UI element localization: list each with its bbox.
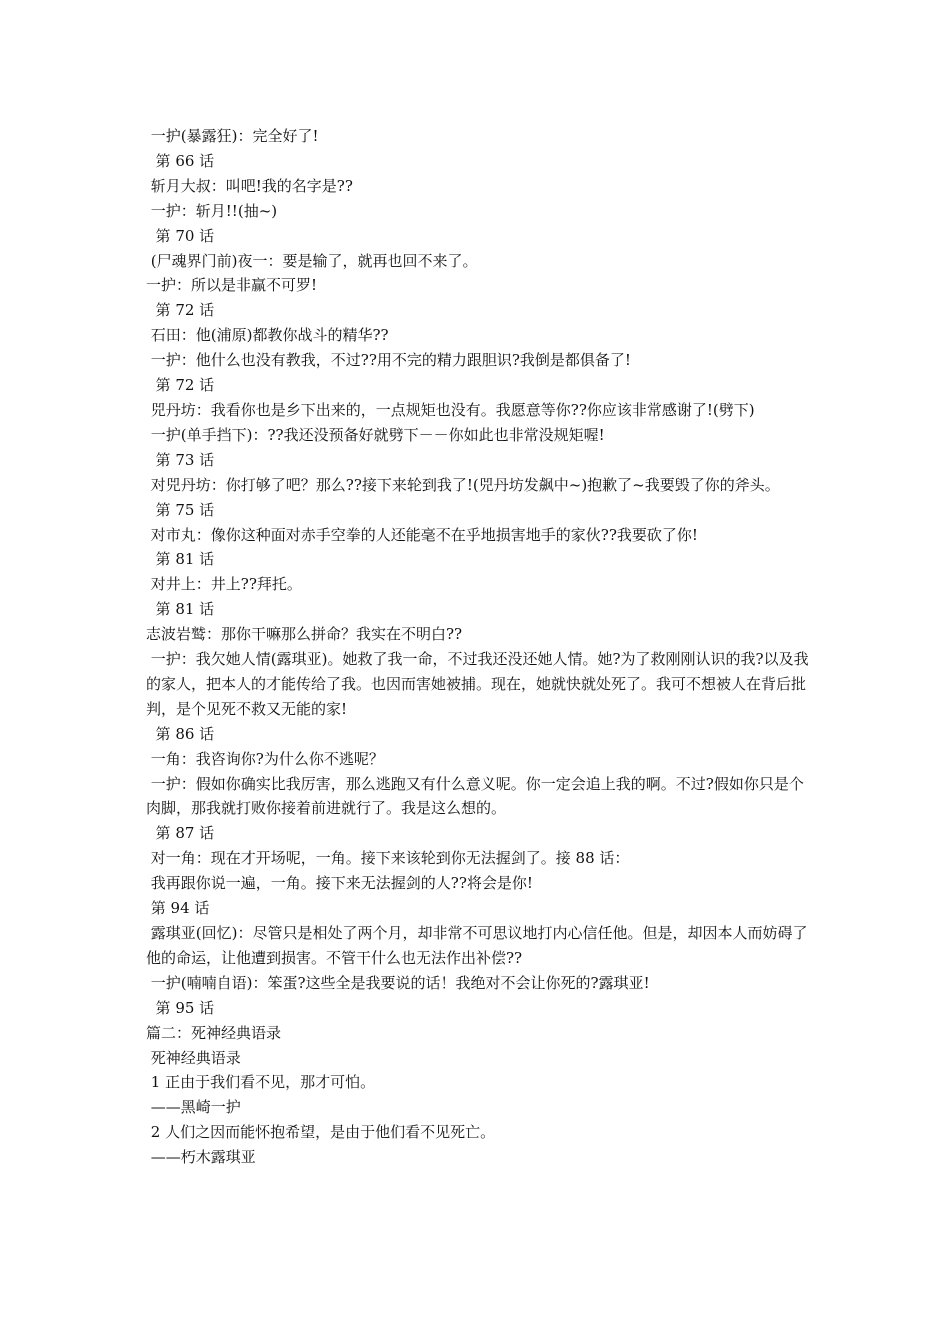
episode-heading: 第 95 话 <box>146 998 215 1017</box>
episode-heading: 第 73 话 <box>146 450 215 469</box>
text-line: 对市丸：像你这种面对赤手空拳的人还能毫不在乎地损害地手的家伙??我要砍了你! <box>146 525 698 544</box>
document-body <box>146 124 814 1170</box>
text-line: 一护：所以是非赢不可罗! <box>146 276 318 295</box>
text-line: 斩月大叔：叫吧!我的名字是?? <box>146 176 353 195</box>
episode-heading: 第 94 话 <box>146 899 210 918</box>
quote-text: 1 正由于我们看不见，那才可怕。 <box>146 1073 376 1092</box>
text-line: 石田：他(浦原)都教你战斗的精华?? <box>146 326 389 345</box>
episode-heading: 第 86 话 <box>146 724 215 743</box>
text-line: 一护：斩月!!(抽~) <box>146 201 278 220</box>
episode-heading: 第 72 话 <box>146 376 215 395</box>
text-line: 对井上：井上??拜托。 <box>146 575 302 594</box>
section-subtitle: 死神经典语录 <box>146 1048 241 1067</box>
section-heading: 篇二：死神经典语录 <box>146 1023 282 1042</box>
episode-heading: 第 66 话 <box>146 151 215 170</box>
text-paragraph: 一护：假如你确实比我厉害，那么逃跑又有什么意义呢。你一定会追上我的啊。不过?假如你只是个肉脚，那我就打败你接着前进就行了。我是这么想的。 <box>146 774 804 818</box>
text-paragraph: 一护：我欠她人情(露琪亚)。她救了我一命，不过我还没还她人情。她?为了救刚刚认识的我?以及我的家人，把本人的才能传给了我。也因而害她被捕。现在，她就快就处死了。我可不想被人在背后批判，是个见死不救又无能的家! <box>146 650 809 718</box>
text-line: 志波岩鹫：那你干嘛那么拼命？我实在不明白?? <box>146 625 463 644</box>
text-paragraph: 兕丹坊：我看你也是乡下出来的，一点规矩也没有。我愿意等你??你应该非常感谢了!(劈下) <box>146 400 755 419</box>
quote-text: 2 人们之因而能怀抱希望，是由于他们看不见死亡。 <box>146 1123 496 1142</box>
text-line: 对一角：现在才开场呢，一角。接下来该轮到你无法握剑了。接 88 话： <box>146 849 630 868</box>
episode-heading: 第 75 话 <box>146 500 215 519</box>
quote-attribution: ——朽木露琪亚 <box>146 1148 256 1167</box>
episode-heading: 第 72 话 <box>146 301 215 320</box>
text-line: 一角：我咨询你?为什么你不逃呢？ <box>146 749 384 768</box>
episode-heading: 第 70 话 <box>146 226 215 245</box>
text-paragraph: 露琪亚(回忆)：尽管只是相处了两个月，却非常不可思议地打内心信任他。但是，却因本人而妨碍了他的命运，让他遭到损害。不管干什么也无法作出补偿?? <box>146 924 808 967</box>
text-line: 一护(暴露狂)：完全好了! <box>146 127 319 145</box>
quote-attribution: ——黑崎一护 <box>146 1098 241 1117</box>
episode-heading: 第 81 话 <box>146 550 215 569</box>
text-line: 一护：他什么也没有教我，不过??用不完的精力跟胆识?我倒是都俱备了! <box>146 351 631 370</box>
text-line: 一护(单手挡下)：??我还没预备好就劈下－－你如此也非常没规矩喔! <box>146 425 605 444</box>
text-line: 我再跟你说一遍，一角。接下来无法握剑的人??将会是你! <box>146 874 533 893</box>
text-paragraph: 对兕丹坊：你打够了吧？那么??接下来轮到我了!(兕丹坊发飙中~)抱歉了~我要毁了你的斧头。 <box>146 475 780 494</box>
episode-heading: 第 81 话 <box>146 600 215 619</box>
episode-heading: 第 87 话 <box>146 824 215 843</box>
text-line: 一护(喃喃自语)：笨蛋?这些全是我要说的话！我绝对不会让你死的?露琪亚! <box>146 973 650 992</box>
text-line: (尸魂界门前)夜一：要是输了，就再也回不来了。 <box>146 251 478 270</box>
